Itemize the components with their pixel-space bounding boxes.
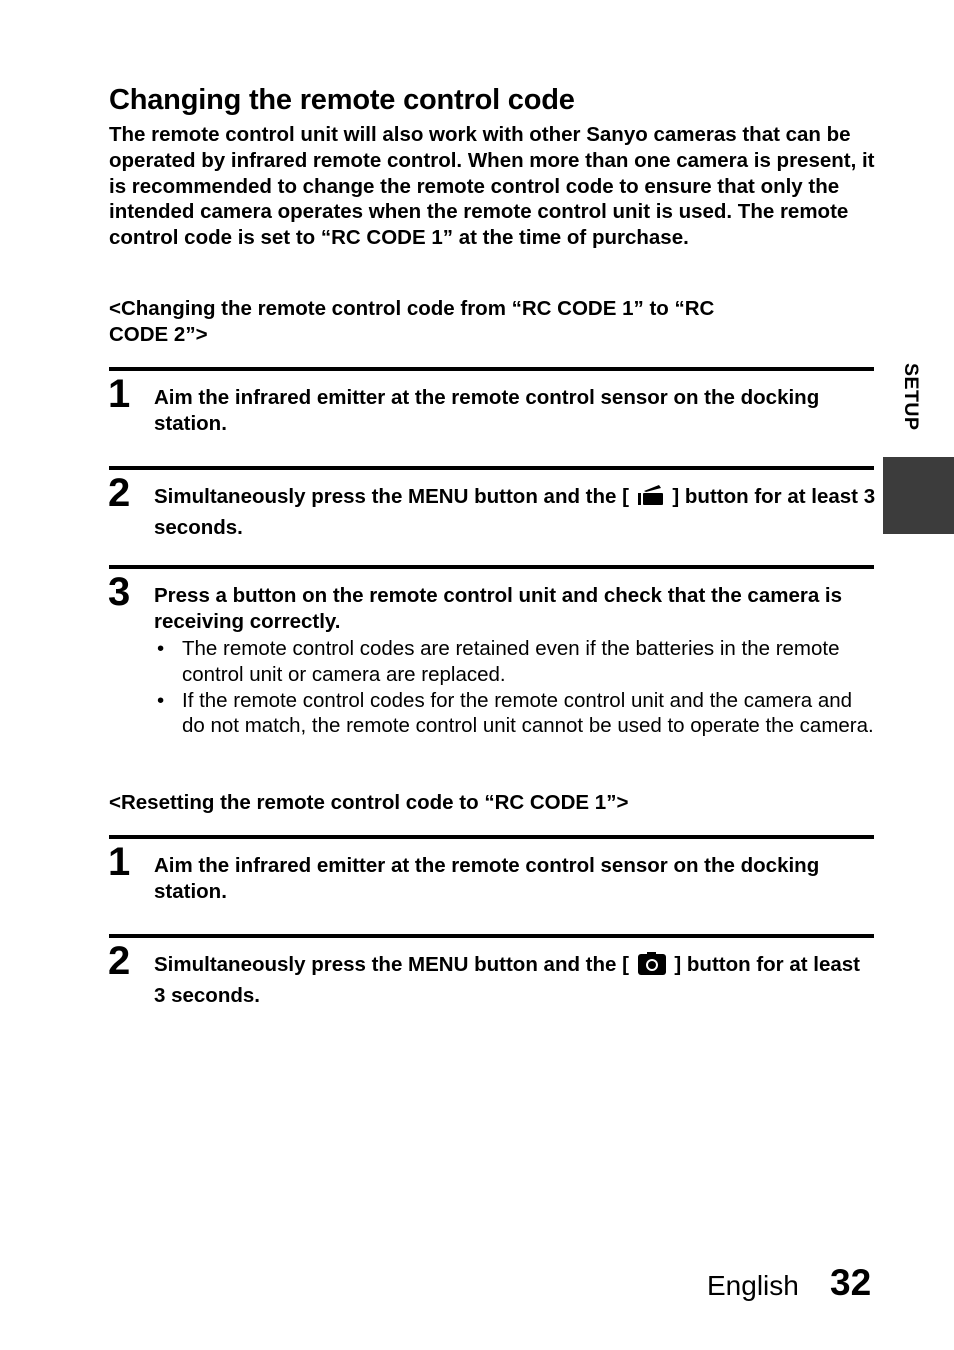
step-3-change <box>108 565 874 633</box>
step-text-before: Simultaneously press the MENU button and the [ <box>154 485 629 508</box>
step-text <box>154 484 876 541</box>
step-text: Press a button on the remote control unit and check that the camera is receiving correctly. <box>154 584 843 633</box>
side-tab-label: SETUP <box>900 363 922 431</box>
step-number: 2 <box>108 471 131 515</box>
footer-language: English <box>707 1270 799 1301</box>
side-tab-marker <box>883 457 954 534</box>
section-heading-line-2: CODE 2”> <box>109 322 208 346</box>
step-2-reset <box>108 934 874 1007</box>
step-1-change <box>108 367 874 435</box>
step-text: Aim the infrared emitter at the remote control sensor on the docking station. <box>154 386 820 435</box>
section-heading-line-1: <Changing the remote control code from “RC CODE 1” to “RC <box>109 297 715 320</box>
still-camera-icon <box>637 952 667 983</box>
step-number: 1 <box>108 372 131 416</box>
step-text: Aim the infrared emitter at the remote control sensor on the docking station. <box>154 854 820 903</box>
step-2-change <box>108 466 876 539</box>
note-text: The remote control codes are retained even if the batteries in the remote control unit or camera are replaced. <box>182 637 840 686</box>
section-heading-reset-code: <Resetting the remote control code to “RC CODE 1”> <box>109 791 629 814</box>
video-mode-icon <box>637 484 665 515</box>
list-item: • If the remote control codes for the remote control unit and the camera and do not match, the remote control unit cannot be used to operate the camera. <box>157 688 874 738</box>
step-text-after: ] button for at least 3 seconds. <box>154 485 876 539</box>
step-1-reset <box>108 835 874 903</box>
note-list <box>154 636 874 739</box>
section-heading-change-code <box>109 296 809 348</box>
step-number: 1 <box>108 840 131 884</box>
step-number: 3 <box>108 570 131 614</box>
step-text-before: Simultaneously press the MENU button and the [ <box>154 953 629 976</box>
step-number: 2 <box>108 939 131 983</box>
page-title: Changing the remote control code <box>109 84 575 116</box>
list-item: • The remote control codes are retained even if the batteries in the remote control unit or camera are replaced. <box>157 637 840 686</box>
intro-paragraph: The remote control unit will also work with other Sanyo cameras that can be operated by infrared remote control. When more than one camera is present, it is recommended to change the remote control code to ensure that only the intended camera operates when the remote control unit is used. The remote control code is set to “RC CODE 1” at the time of purchase. <box>109 123 875 250</box>
step-text <box>154 952 876 1009</box>
note-text: If the remote control codes for the remote control unit and the camera and do not match, the remote control unit cannot be used to operate the camera. <box>182 688 874 738</box>
page-number: 32 <box>830 1262 872 1303</box>
step-text-after: ] button for at least 3 seconds. <box>154 953 861 1007</box>
